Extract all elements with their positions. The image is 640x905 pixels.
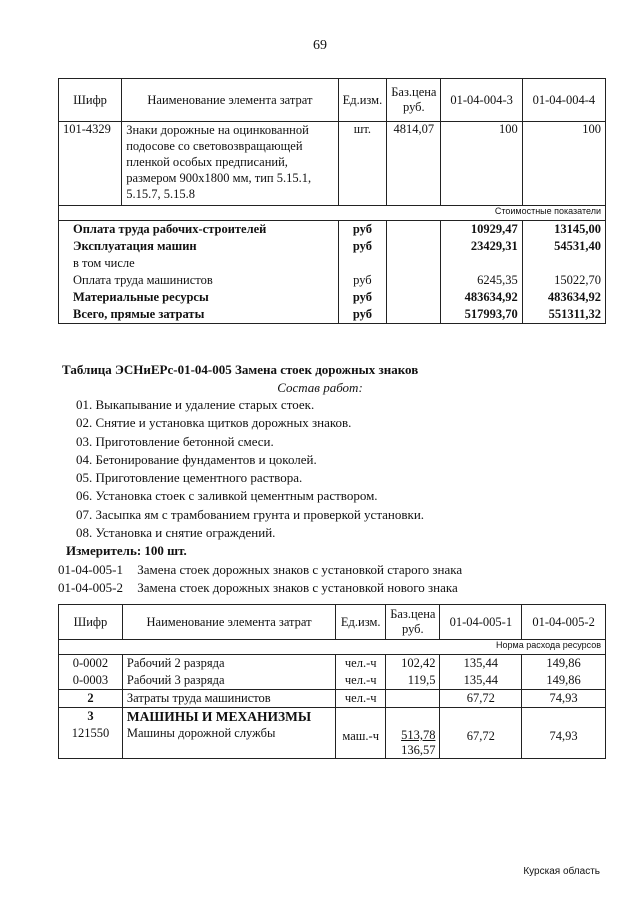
row-price <box>387 306 441 324</box>
col-header-unit: Ед.изм. <box>338 79 387 122</box>
row-unit: маш.-ч <box>336 725 386 759</box>
section-subtitle: Состав работ: <box>277 380 363 395</box>
row-code: 3 <box>59 708 123 726</box>
col-header-name: Наименование элемента затрат <box>122 79 338 122</box>
row-price-alt: 136,57 <box>401 743 436 757</box>
row-value-1 <box>440 708 522 726</box>
row-price <box>387 289 441 306</box>
row-name: МАШИНЫ И МЕХАНИЗМЫ <box>122 708 335 726</box>
list-item <box>58 579 462 597</box>
table-row <box>59 122 606 206</box>
table-row <box>59 690 606 708</box>
row-value-2: 15022,70 <box>522 272 605 289</box>
row-unit: руб <box>338 306 387 324</box>
item-value-2: 100 <box>522 122 605 206</box>
code-desc: Замена стоек дорожных знаков с установкой старого знака <box>137 562 463 577</box>
row-price: 119,5 <box>386 672 440 690</box>
col-header-unit: Ед.изм. <box>336 605 386 640</box>
code-list <box>58 561 462 597</box>
row-code: 0-0002 <box>59 655 123 673</box>
row-value-2 <box>522 708 606 726</box>
col-header-name: Наименование элемента затрат <box>122 605 335 640</box>
row-value-2: 149,86 <box>522 655 606 673</box>
col-header-price: Баз.цена руб. <box>387 79 441 122</box>
note-row <box>59 206 606 221</box>
item-unit: шт. <box>338 122 387 206</box>
list-item <box>58 561 462 579</box>
note-resource-norms: Норма расхода ресурсов <box>59 640 606 655</box>
note-row <box>59 640 606 655</box>
row-value-2: 74,93 <box>522 690 606 708</box>
row-value-1: 135,44 <box>440 672 522 690</box>
col-header-norm-2: 01-04-005-2 <box>522 605 606 640</box>
code-id: 01-04-005-2 <box>58 580 123 595</box>
row-price <box>387 272 441 289</box>
row-value-2: 13145,00 <box>522 221 605 239</box>
list-item: 06. Установка стоек с заливкой цементным раствором. <box>76 488 378 504</box>
table-row <box>59 289 606 306</box>
table-row <box>59 238 606 255</box>
col-header-norm-1: 01-04-004-3 <box>441 79 522 122</box>
list-item: 04. Бетонирование фундаментов и цоколей. <box>76 451 317 467</box>
row-unit: чел.-ч <box>336 690 386 708</box>
list-item: 08. Установка и снятие ограждений. <box>76 525 276 541</box>
row-value-2: 74,93 <box>522 725 606 759</box>
row-unit <box>338 255 387 272</box>
list-item: 07. Засыпка ям с трамбованием грунта и проверкой установки. <box>76 506 425 522</box>
row-name: Затраты труда машинистов <box>122 690 335 708</box>
row-code: 0-0003 <box>59 672 123 690</box>
list-item: 05. Приготовление цементного раствора. <box>76 470 303 486</box>
item-price: 4814,07 <box>387 122 441 206</box>
table-header-row <box>59 605 606 640</box>
row-value-1: 23429,31 <box>441 238 522 255</box>
table-row <box>59 708 606 726</box>
item-value-1: 100 <box>441 122 522 206</box>
row-name: Оплата труда машинистов <box>59 272 339 289</box>
col-header-norm-1: 01-04-005-1 <box>440 605 522 640</box>
row-unit: руб <box>338 272 387 289</box>
row-code: 121550 <box>59 725 123 759</box>
table-row <box>59 221 606 239</box>
item-name: Знаки дорожные на оцинкованной подосове со световозвращающей пленкой особых предписаний, размером 900х1800 мм, тип 5.15.1, 5.15.7, 5.15.8 <box>122 122 338 206</box>
row-unit: руб <box>338 238 387 255</box>
row-price <box>387 221 441 239</box>
row-value-2: 149,86 <box>522 672 606 690</box>
row-price <box>387 255 441 272</box>
col-header-price: Баз.цена руб. <box>386 605 440 640</box>
row-unit <box>336 708 386 726</box>
row-price <box>386 708 440 726</box>
row-name: в том числе <box>59 255 339 272</box>
row-value-2: 54531,40 <box>522 238 605 255</box>
row-unit: чел.-ч <box>336 672 386 690</box>
row-name: Материальные ресурсы <box>59 289 339 306</box>
row-value-1: 483634,92 <box>441 289 522 306</box>
row-value-1: 135,44 <box>440 655 522 673</box>
row-value-1: 517993,70 <box>441 306 522 324</box>
col-header-code: Шифр <box>59 79 122 122</box>
code-id: 01-04-005-1 <box>58 562 123 577</box>
row-value-2 <box>522 255 605 272</box>
row-name: Оплата труда рабочих-строителей <box>59 221 339 239</box>
section-title: Таблица ЭСНиЕРс-01-04-005 Замена стоек дорожных знаков <box>62 362 419 377</box>
table-header-row <box>59 79 606 122</box>
row-code: 2 <box>59 690 123 708</box>
row-value-1: 67,72 <box>440 690 522 708</box>
row-name: Всего, прямые затраты <box>59 306 339 324</box>
table-row <box>59 306 606 324</box>
row-price <box>386 690 440 708</box>
row-name: Эксплуатация машин <box>59 238 339 255</box>
row-value-1: 67,72 <box>440 725 522 759</box>
row-price <box>387 238 441 255</box>
list-item: 01. Выкапывание и удаление старых стоек. <box>76 397 315 412</box>
row-price: 513,78 <box>401 728 436 742</box>
row-name: Рабочий 2 разряда <box>122 655 335 673</box>
col-header-norm-2: 01-04-004-4 <box>522 79 605 122</box>
list-item: 02. Снятие и установка щитков дорожных знаков. <box>76 415 352 431</box>
row-value-2: 551311,32 <box>522 306 605 324</box>
row-value-1: 6245,35 <box>441 272 522 289</box>
table-row <box>59 725 606 759</box>
page-number: 69 <box>313 38 327 53</box>
table-row <box>59 272 606 289</box>
row-name: Рабочий 3 разряда <box>122 672 335 690</box>
col-header-code: Шифр <box>59 605 123 640</box>
row-unit: руб <box>338 221 387 239</box>
code-desc: Замена стоек дорожных знаков с установкой нового знака <box>137 580 458 595</box>
resource-table-01-04-005 <box>58 604 606 759</box>
table-row <box>59 672 606 690</box>
measure-unit: Измеритель: 100 шт. <box>66 543 187 558</box>
table-row <box>59 655 606 673</box>
row-value-2: 483634,92 <box>522 289 605 306</box>
cost-table-01-04-004 <box>58 78 606 324</box>
row-price: 102,42 <box>386 655 440 673</box>
work-list <box>76 396 424 542</box>
row-value-1: 10929,47 <box>441 221 522 239</box>
list-item: 03. Приготовление бетонной смеси. <box>76 433 274 449</box>
row-value-1 <box>441 255 522 272</box>
row-unit: руб <box>338 289 387 306</box>
note-cost-indicators: Стоимостные показатели <box>59 206 606 221</box>
row-price-cell <box>386 725 440 759</box>
row-unit: чел.-ч <box>336 655 386 673</box>
item-code: 101-4329 <box>59 122 122 206</box>
table-row <box>59 255 606 272</box>
footer-region: Курская область <box>523 866 600 877</box>
row-name: Машины дорожной службы <box>122 725 335 759</box>
